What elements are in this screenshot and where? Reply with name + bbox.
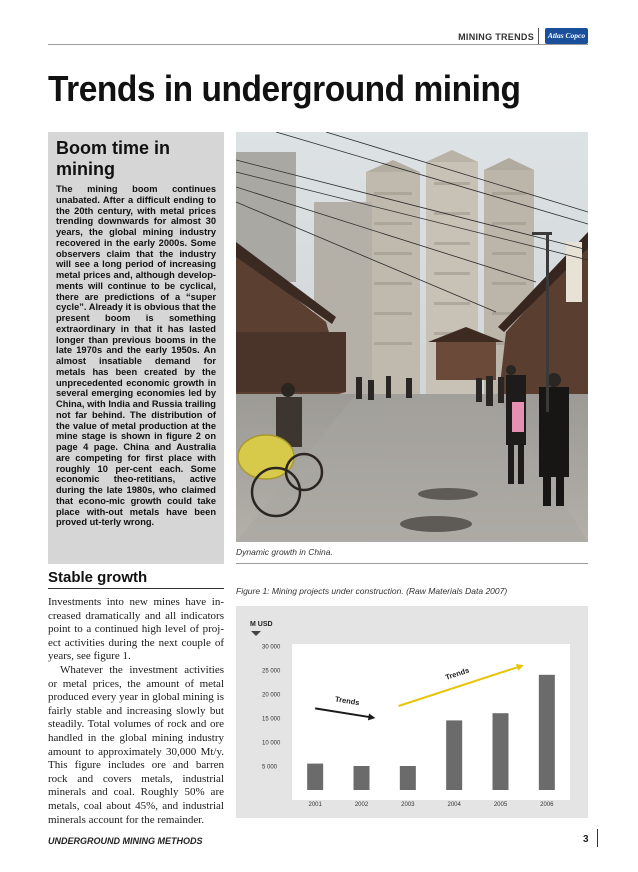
y-tick-label: 5 000 [262, 764, 278, 771]
bar-2002 [354, 766, 370, 790]
header-separator [538, 28, 539, 45]
x-tick-label: 2002 [354, 802, 369, 808]
chart-container [236, 606, 588, 818]
bar-2001 [307, 764, 323, 790]
y-tick-label: 10 000 [262, 740, 281, 747]
x-tick-label: 2006 [540, 802, 554, 808]
y-axis-label: M USD [250, 621, 273, 628]
bar-chart [236, 606, 588, 818]
section-label: MINING TRENDS [458, 32, 534, 42]
boom-time-sidebar [48, 132, 224, 564]
bar-2004 [446, 720, 462, 790]
figure-caption: Figure 1: Mining projects under construction. (Raw Materials Data 2007) [236, 586, 508, 596]
bar-2005 [493, 713, 509, 790]
bar-2003 [400, 766, 416, 790]
footer-separator [597, 829, 598, 847]
header-rule [48, 44, 588, 45]
x-tick-label: 2003 [401, 802, 415, 808]
footer-title: UNDERGROUND MINING METHODS [48, 836, 203, 846]
trend-label: Trends [444, 665, 471, 682]
atlas-copco-logo: Atlas Copco [545, 28, 588, 44]
paragraph: Whatever the investment activities or metal prices, the amount of metal produced every year in global mining is fairly stable and increasing slowly but steadily. Total volumes of rock and ore handled in the global mining industry amount to approximately 30,000 Mt/y. This figure includes ore and barren rock and covers metals, industrial minerals and coal. Roughly 50% are metals, coal about 45%, and industrial minerals account for the remainder. [48, 663, 224, 826]
stable-growth-heading: Stable growth [48, 569, 148, 586]
y-tick-label: 20 000 [262, 692, 281, 699]
caption-rule [236, 563, 588, 564]
street-photo-image [236, 132, 588, 542]
page-number: 3 [583, 834, 589, 845]
y-tick-label: 30 000 [262, 644, 281, 651]
paragraph: Investments into new mines have in-creased dramatically and all indicators point to a continued high level of proj-ect activities during the next couple of years, see figure 1. [48, 596, 224, 663]
x-tick-label: 2001 [308, 802, 322, 808]
x-tick-label: 2004 [447, 802, 461, 808]
boom-text: The mining boom continues unabated. After a difficult ending to the 20th century, with metal prices trending downwards for almost 30 years, the global mining industry recovered in the early 2000s. Some observers claim that the industry will see a long period of increasing metal prices and, although develop-ments will continue to be cyclical, there are predictions of a “super cycle”. Already it is obvious that the present boom is something extraordinary in that it has lasted longer than previous booms in the late 1970s and the early 1950s. An almost insatiable demand for metals has been created by the unprecedented economic growth in several emerging economies led by China, with India and Russia trailing not far behind. The distribution of the value of metal production at the mine stage is shown in figure 2 on page 4 page. China and Australia are competing for first place with roughly 10 per-cent each. Some economic theo-retitians, active during the late 1980s, who claimed that econo-mic growth could take place with-out metals have been proved ut-terly wrong. [56, 184, 216, 528]
plot-area [292, 644, 570, 800]
y-tick-label: 25 000 [262, 668, 281, 675]
stable-growth-text [48, 596, 224, 827]
boom-heading: Boom time in mining [56, 138, 171, 179]
x-tick-label: 2005 [493, 802, 508, 808]
trend-label: Trends [334, 694, 361, 708]
bar-2006 [539, 675, 555, 790]
photo-caption: Dynamic growth in China. [236, 547, 333, 557]
street-photo [236, 132, 588, 542]
page-title: Trends in underground mining [48, 68, 521, 109]
y-tick-label: 15 000 [262, 716, 281, 723]
heading-rule [48, 588, 224, 589]
